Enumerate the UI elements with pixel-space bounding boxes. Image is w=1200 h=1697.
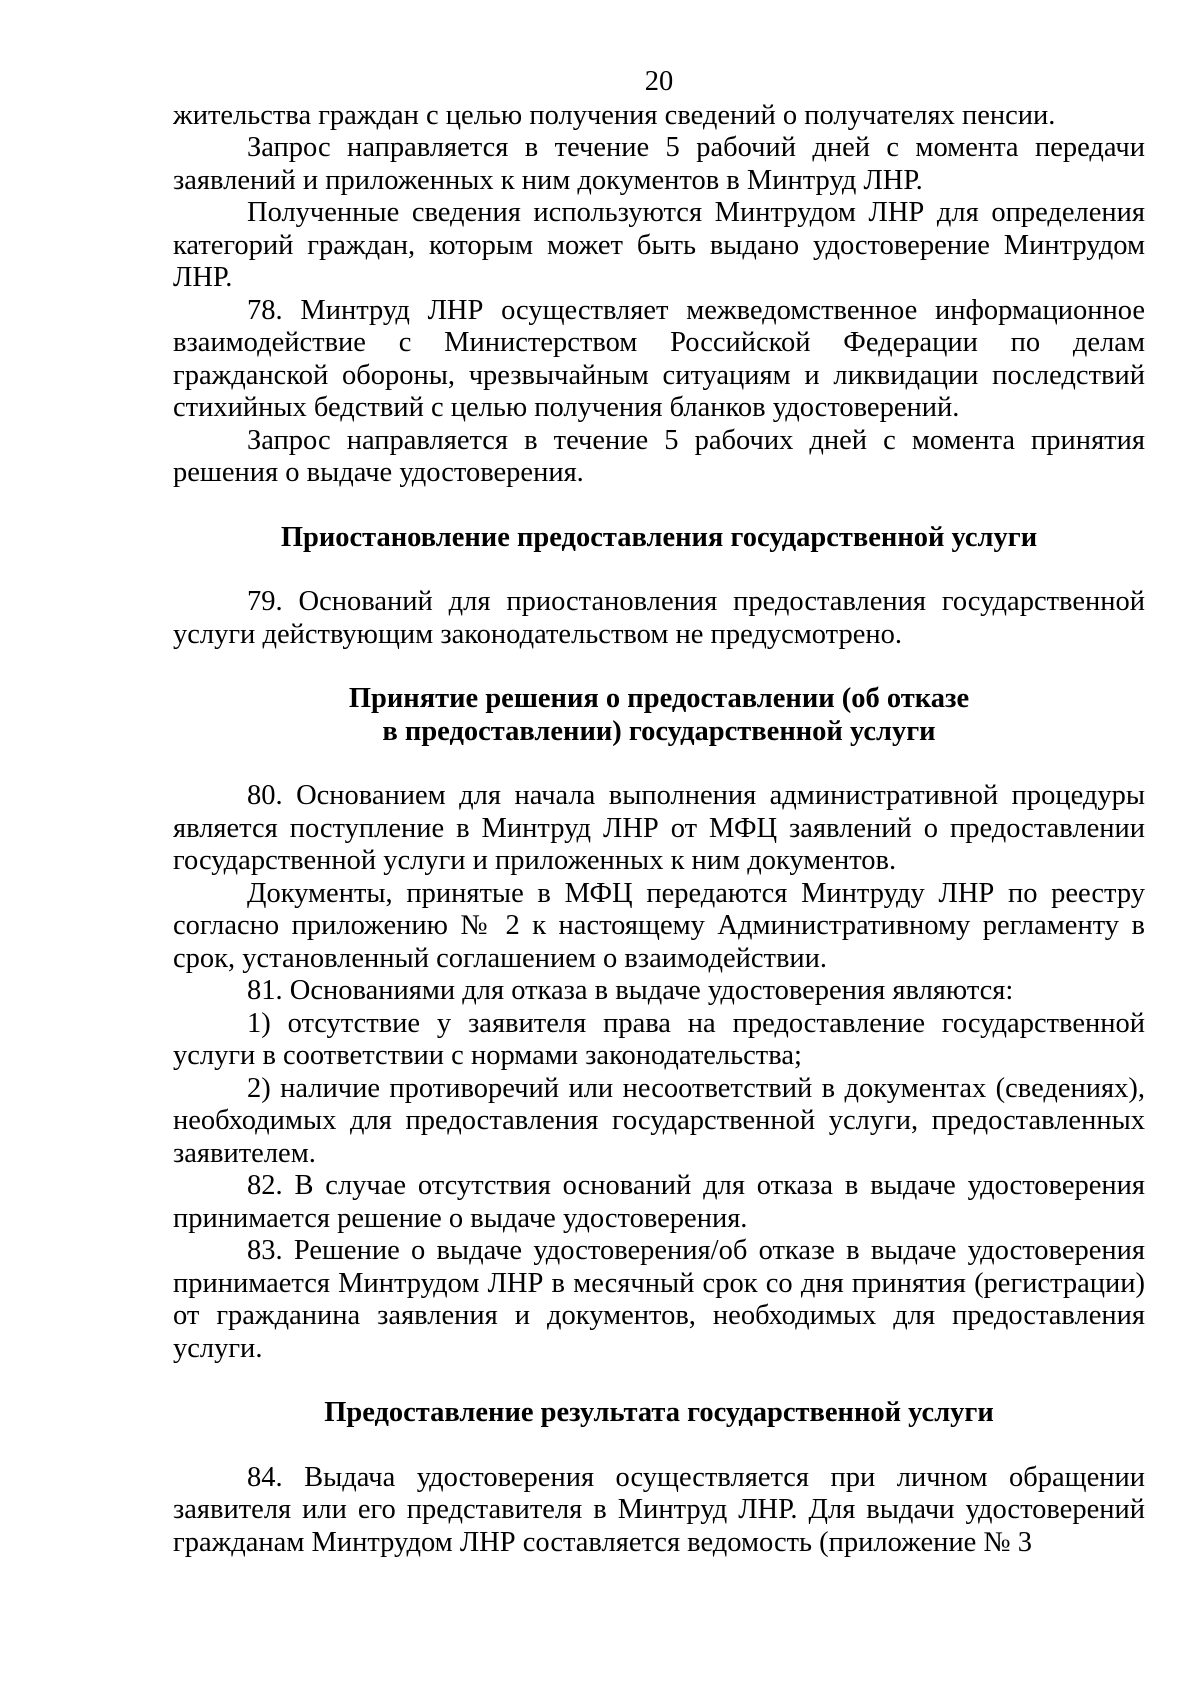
paragraph: Запрос направляется в течение 5 рабочий дней с момента передачи заявлений и приложенных к ним документов в Минтруд ЛНР. bbox=[173, 132, 1145, 196]
section-heading-result: Предоставление результата государственной услуги bbox=[324, 1397, 994, 1428]
list-item-1: 1) отсутствие у заявителя права на предоставление государственной услуги в соответствии с нормами законодательства; bbox=[173, 1007, 1145, 1071]
paragraph-item-79: 79. Оснований для приостановления предоставления государственной услуги действующим законодательством не предусмотрено. bbox=[173, 586, 1145, 650]
section-heading-decision-line2: в предоставлении) государственной услуги bbox=[382, 715, 936, 747]
section-heading-suspension: Приостановление предоставления государственной услуги bbox=[280, 521, 1038, 553]
paragraph: Запрос направляется в течение 5 рабочих дней с момента принятия решения о выдаче удостоверения. bbox=[173, 424, 1145, 488]
paragraph-item-78: 78. Минтруд ЛНР осуществляет межведомственное информационное взаимодействие с Министерством Российской Федерации по делам гражданской обороны, чрезвычайным ситуациям и ликвидации последствий стихийных бедствий с целью получения бланков удостоверений. bbox=[173, 294, 1145, 423]
paragraph-item-81: 81. Основаниями для отказа в выдаче удостоверения являются: bbox=[247, 975, 1014, 1006]
paragraph: жительства граждан с целью получения сведений о получателях пенсии. bbox=[173, 99, 1056, 131]
paragraph-item-82: 82. В случае отсутствия оснований для отказа в выдаче удостоверения принимается решение о выдаче удостоверения. bbox=[173, 1170, 1145, 1234]
section-heading-decision-line1: Принятие решения о предоставлении (об отказе bbox=[348, 683, 970, 714]
list-item-2: 2) наличие противоречий или несоответствий в документах (сведениях), необходимых для предоставления государственной услуги, предоставленных заявителем. bbox=[173, 1072, 1145, 1169]
page-number: 20 bbox=[644, 66, 674, 97]
paragraph-item-84: 84. Выдача удостоверения осуществляется при личном обращении заявителя или его представителя в Минтруд ЛНР. Для выдачи удостоверений гражданам Минтрудом ЛНР составляется ведомость (приложение № 3 bbox=[173, 1461, 1145, 1558]
paragraph-item-83: 83. Решение о выдаче удостоверения/об отказе в выдаче удостоверения принимается Минтрудом ЛНР в месячный срок со дня принятия (регистрации) от гражданина заявления и документов, необходимых для предоставления услуги. bbox=[173, 1235, 1145, 1364]
paragraph: Полученные сведения используются Минтрудом ЛНР для определения категорий граждан, которым может быть выдано удостоверение Минтрудом ЛНР. bbox=[173, 197, 1145, 293]
document-page bbox=[173, 66, 1145, 1559]
paragraph-item-80: 80. Основанием для начала выполнения административной процедуры является поступление в Минтруд ЛНР от МФЦ заявлений о предоставлении государственной услуги и приложенных к ним документов. bbox=[173, 780, 1145, 876]
paragraph: Документы, принятые в МФЦ передаются Минтруду ЛНР по реестру согласно приложению № 2 к настоящему Административному регламенту в срок, установленный соглашением о взаимодействии. bbox=[173, 877, 1145, 974]
section-heading-decision bbox=[173, 683, 1145, 748]
